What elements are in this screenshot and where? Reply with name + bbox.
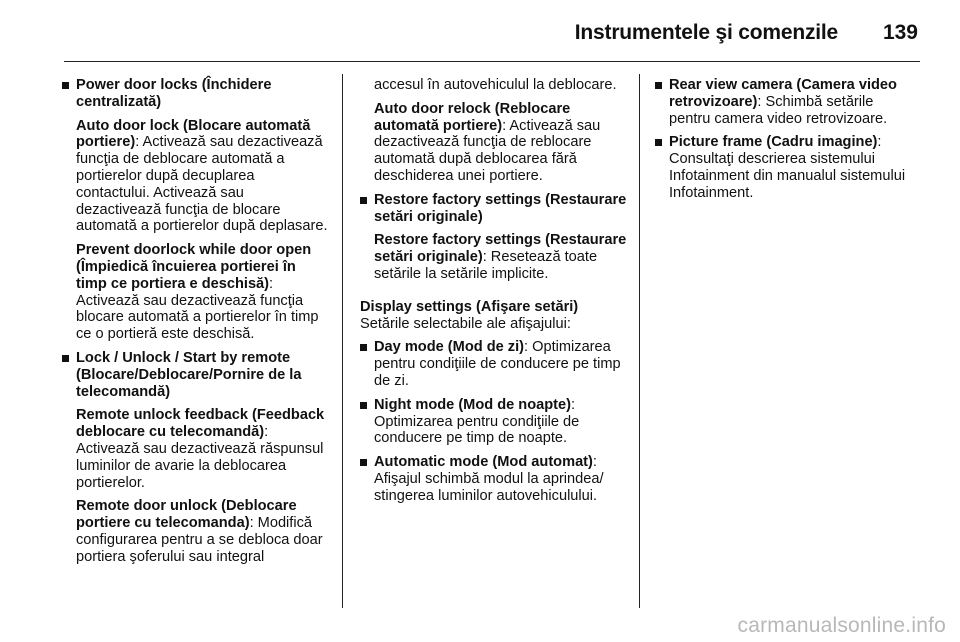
column-2 xyxy=(360,77,628,512)
bullet-day-mode xyxy=(360,339,628,389)
bullet-heading: Lock / Unlock / Start by remote (Blocare/Deblocare/Pornire de la telecomandă) xyxy=(76,349,302,400)
bullet-text: : Afişajul schimbă modul la aprindea/ stingerea luminilor autovehiculului. xyxy=(374,454,604,504)
bullet-heading: Rear view camera (Camera video retrovizoare) xyxy=(669,77,897,110)
option-heading: Prevent doorlock while door open (Împiedică încuierea portierei în timp ce portiera e deschisă) xyxy=(76,242,312,292)
option-text: : Resetează toate setările la setările implicite. xyxy=(374,249,598,282)
bullet-heading: Automatic mode (Mod automat) xyxy=(374,454,593,471)
column-3 xyxy=(655,77,917,209)
page-header xyxy=(64,0,920,63)
option-text: : Modifică configurarea pentru a se debloca doar portiera şoferului sau integral xyxy=(76,515,323,565)
option-text: : Activează sau dezactivează funcţia de reblocare automată după deblocarea fără deschiderea unei portiere. xyxy=(374,117,601,184)
option-remote-unlock-feedback xyxy=(76,407,330,491)
page-number: 139 xyxy=(882,21,918,44)
option-prevent-doorlock xyxy=(76,242,330,343)
continued-text: accesul în autovehiculul la deblocare. xyxy=(374,77,617,93)
option-auto-door-lock xyxy=(76,118,330,236)
bullet-rear-view-camera xyxy=(655,77,917,127)
option-text: : Activează sau dezactivează funcţia de deblocare automată a portierelor după decuplarea contactului. Activează sau dezactivează funcţia de blocare automată a portierelor după deplasare. xyxy=(76,134,328,235)
bullet-power-door-locks xyxy=(62,77,330,343)
section-intro: Setările selectabile ale afişajului: xyxy=(360,315,571,332)
bullet-night-mode xyxy=(360,397,628,447)
watermark-text: carmanualsonline.info xyxy=(737,614,946,637)
bullet-picture-frame xyxy=(655,134,917,201)
bullet-text: : Schimbă setările pentru camera video retrovizoare. xyxy=(669,93,888,127)
page-title: Instrumentele şi comenzile xyxy=(574,21,838,44)
bullet-heading: Restore factory settings (Restaurare setări originale) xyxy=(374,191,627,225)
bullet-restore-factory-settings xyxy=(360,192,628,283)
bullet-automatic-mode xyxy=(360,454,628,504)
header-rule xyxy=(64,61,920,62)
option-heading: Restore factory settings (Restaurare setări originale) xyxy=(374,232,627,266)
column-1 xyxy=(62,77,330,573)
option-auto-door-relock xyxy=(374,101,628,185)
option-heading: Auto door relock (Reblocare automată portiere) xyxy=(374,100,571,134)
column-divider-1 xyxy=(342,74,343,608)
section-heading-display-settings: Display settings (Afişare setări) xyxy=(360,298,579,315)
option-text: : Activează sau dezactivează răspunsul luminilor de avarie la deblocarea portierelor. xyxy=(76,424,324,491)
option-remote-door-unlock xyxy=(76,498,330,565)
option-restore-factory-settings xyxy=(374,232,628,282)
option-text: : Activează sau dezactivează funcţia blocare automată a portierelor în timp ce o portieră este deschisă. xyxy=(76,275,319,343)
bullet-text: : Optimizarea pentru condiţiile de conducere pe timp de noapte. xyxy=(374,396,580,447)
option-heading: Remote unlock feedback (Feedback deblocare cu telecomandă) xyxy=(76,407,325,441)
option-heading: Auto door lock (Blocare automată portiere) xyxy=(76,117,311,151)
bullet-heading: Day mode (Mod de zi) xyxy=(374,339,524,356)
bullet-heading: Night mode (Mod de noapte) xyxy=(374,396,571,413)
column-divider-2 xyxy=(639,74,640,608)
bullet-heading: Power door locks (Închidere centralizată) xyxy=(76,77,272,110)
continued-content xyxy=(360,77,628,185)
bullet-lock-unlock-remote xyxy=(62,350,330,566)
option-heading: Remote door unlock (Deblocare portiere cu telecomanda) xyxy=(76,498,297,532)
bullet-heading: Picture frame (Cadru imagine) xyxy=(669,134,878,151)
bullet-text: : Consultaţi descrierea sistemului Infotainment din manualul sistemului Infotainment. xyxy=(669,134,906,201)
bullet-text: : Optimizarea pentru condiţiile de conducere pe timp de zi. xyxy=(374,339,621,389)
